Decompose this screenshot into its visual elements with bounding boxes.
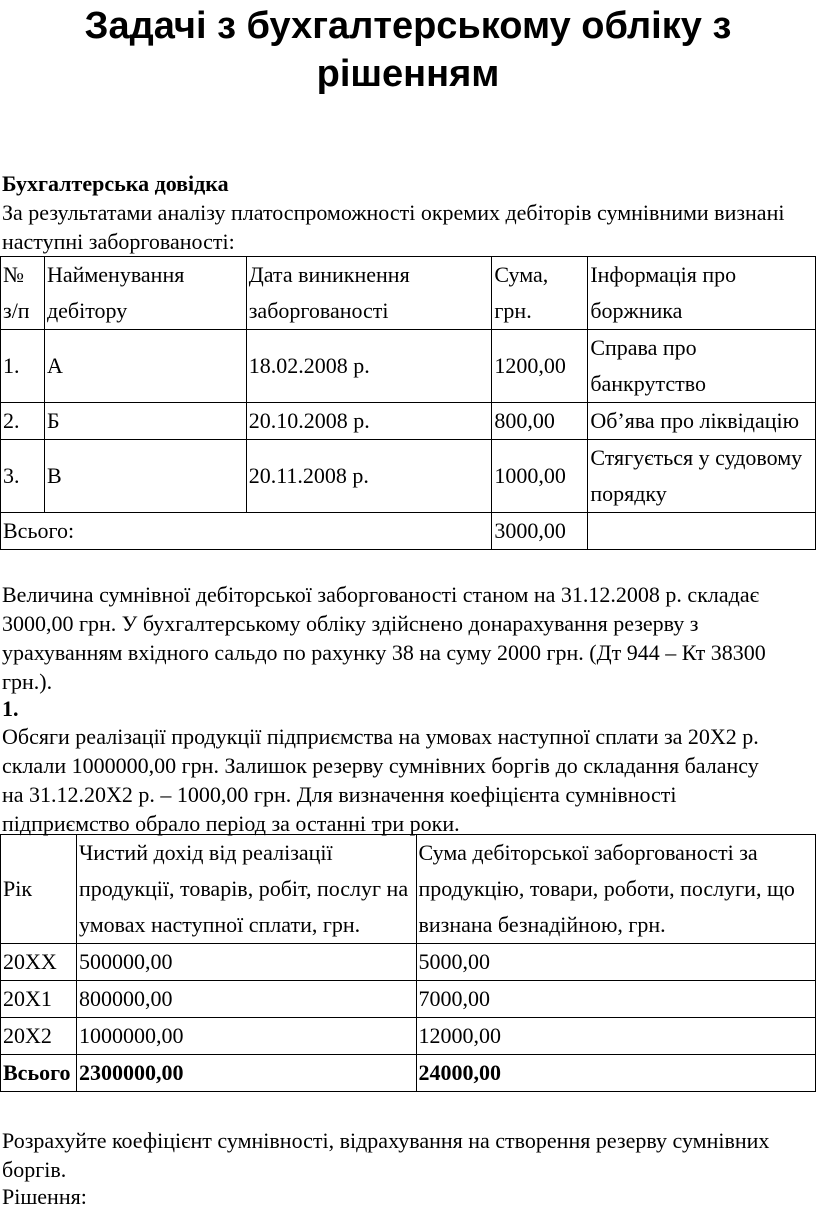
header-cell: Інформація про боржника (588, 257, 816, 330)
total-value: 3000,00 (492, 513, 588, 550)
document-title: Задачі з бухгалтерському обліку з рішенням (84, 5, 732, 95)
table-header-row (1, 257, 816, 330)
table-cell: 24000,00 (416, 1055, 816, 1092)
table-cell: 1000000,00 (76, 1018, 416, 1055)
empty-cell (588, 513, 816, 550)
table-cell: Стягується у судовому порядку (588, 440, 816, 513)
table-cell: 1. (1, 330, 45, 403)
table-cell: 20.10.2008 р. (246, 403, 492, 440)
header-cell: Рік (1, 835, 77, 944)
debtors-table (0, 256, 816, 550)
table-cell: 2300000,00 (76, 1055, 416, 1092)
table-row (1, 403, 816, 440)
task-paragraph: Обсяги реалізації продукції підприємства на умовах наступної сплати за 20Х2 р. склали 1000000,00 грн. Залишок резерву сумнівних боргів до складання балансу на 31.12.20Х2 р. – 1000,00 грн. Для визначення коефіцієнта сумнівності підприємство обрало період за останні три роки. (2, 724, 759, 836)
table-cell: В (44, 440, 246, 513)
table-row (1, 440, 816, 513)
table-cell: 20ХХ (1, 944, 77, 981)
sales-table (0, 834, 816, 1092)
table-row (1, 944, 816, 981)
table-header-row (1, 835, 816, 944)
table-cell: Справа про банкрутство (588, 330, 816, 403)
task-number: 1. (2, 696, 19, 721)
header-cell: Сума дебіторської заборгованості за продукцію, товари, роботи, послуги, що визнана безнадійною, грн. (416, 835, 816, 944)
table-cell: 7000,00 (416, 981, 816, 1018)
table-cell: 20Х2 (1, 1018, 77, 1055)
header-cell: Чистий дохід від реалізації продукції, товарів, робіт, послуг на умовах наступної сплати, грн. (76, 835, 416, 944)
intro-paragraph: За результатами аналізу платоспроможності окремих дебіторів сумнівними визнані наступні заборгованості: (2, 200, 785, 254)
section-heading: Бухгалтерська довідка (2, 171, 229, 196)
table-cell: Б (44, 403, 246, 440)
header-cell: Сума, грн. (492, 257, 588, 330)
table-cell: 2. (1, 403, 45, 440)
table-cell: А (44, 330, 246, 403)
table-row (1, 330, 816, 403)
table-row (1, 1018, 816, 1055)
table-cell: 5000,00 (416, 944, 816, 981)
table-row (1, 981, 816, 1018)
question-paragraph: Розрахуйте коефіцієнт сумнівності, відрахування на створення резерву сумнівних боргів. (2, 1128, 770, 1182)
table-cell: 800000,00 (76, 981, 416, 1018)
total-label: Всього: (1, 513, 492, 550)
conclusion-paragraph: Величина сумнівної дебіторської заборгованості станом на 31.12.2008 р. складає 3000,00 грн. У бухгалтерському обліку здійснено донарахування резерву з урахуванням вхідного сальдо по рахунку 38 на суму 2000 грн. (Дт 944 – Кт 38300 грн.). (2, 582, 766, 694)
solution-label: Рішення: (2, 1184, 87, 1209)
table-cell: 20.11.2008 р. (246, 440, 492, 513)
table-cell: 18.02.2008 р. (246, 330, 492, 403)
header-cell: Дата виникнення заборгованості (246, 257, 492, 330)
table-cell: 800,00 (492, 403, 588, 440)
header-cell: № з/п (1, 257, 45, 330)
table-cell: 1000,00 (492, 440, 588, 513)
table-total-row (1, 1055, 816, 1092)
table-cell: 20Х1 (1, 981, 77, 1018)
header-cell: Найменування дебітору (44, 257, 246, 330)
table-cell: 500000,00 (76, 944, 416, 981)
table-cell: 1200,00 (492, 330, 588, 403)
table-cell: Об’ява про ліквідацію (588, 403, 816, 440)
table-cell: Всього (1, 1055, 77, 1092)
table-total-row (1, 513, 816, 550)
table-cell: 12000,00 (416, 1018, 816, 1055)
table-cell: 3. (1, 440, 45, 513)
